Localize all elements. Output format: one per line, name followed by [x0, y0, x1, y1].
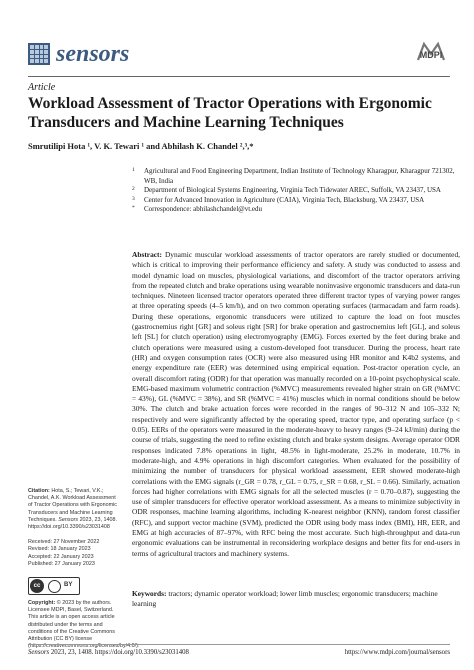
- affiliations: [132, 167, 462, 215]
- citation-text: Hota, S.; Tewari, V.K.; Chandel, A.K. Workload Assessment of Tractor Operations with Ergonomic Transducers and Machine Learning Techniques.: [28, 488, 117, 523]
- journal-logo: [28, 42, 129, 66]
- date-accepted: Accepted: 22 January 2023: [28, 553, 94, 560]
- attribution-person-icon: [48, 580, 61, 593]
- affiliation-2: 2 Department of Biological Systems Engineering, Virginia Tech Tidewater AREC, Suffolk, VA 23437, USA: [132, 186, 441, 195]
- affiliation-3: 3 Center for Advanced Innovation in Agriculture (CAIA), Virginia Tech, Blacksburg, VA 23437, USA: [132, 195, 425, 204]
- copyright-notice: [28, 600, 140, 650]
- keywords-text: tractors; dynamic operator workload; lower limb muscles; ergonomic transducers; machine learning: [132, 589, 438, 609]
- header-divider: [28, 76, 450, 77]
- keywords-label: Keywords:: [132, 589, 167, 598]
- footer-divider: [28, 644, 450, 645]
- article-title: Workload Assessment of Tractor Operations with Ergonomic Transducers and Machine Learning Techniques: [28, 95, 432, 131]
- citation-journal: Sensors: [58, 516, 79, 523]
- cc-by-license-badge[interactable]: [28, 577, 80, 595]
- license-by-label: BY: [64, 582, 73, 589]
- footer-doi-link[interactable]: 2023, 23, 1408. https://doi.org/10.3390/s23031408: [50, 649, 189, 656]
- correspondence[interactable]: * Correspondence: abhilashchandel@vt.edu: [132, 205, 263, 214]
- affiliation-1: 1 Agricultural and Food Engineering Department, Indian Institute of Technology Kharagpur, Kharagpur 721302, WB, India: [132, 167, 455, 185]
- creative-commons-icon: cc: [30, 579, 44, 593]
- date-published: Published: 27 January 2023: [28, 560, 95, 567]
- footer-journal: Sensors: [28, 649, 50, 656]
- article-type: Article: [28, 82, 56, 93]
- abstract: [132, 250, 460, 559]
- citation-label: Citation:: [28, 488, 50, 494]
- citation-doi-link[interactable]: 2023, 23, 1408. https://doi.org/10.3390/s23031408: [28, 516, 118, 531]
- date-revised: Revised: 18 January 2023: [28, 546, 91, 553]
- publisher-name: MDPI: [419, 50, 443, 60]
- article-sidebar: [28, 488, 140, 650]
- copyright-text: © 2023 by the authors. Licensee MDPI, Basel, Switzerland. This article is an open access article distributed under the terms and conditions of the Creative Commons Attribution (CC BY) license (https://creativecommons.org/licenses/by/4.0/).: [28, 600, 140, 650]
- abstract-label: Abstract:: [132, 250, 162, 259]
- abstract-text: Dynamic muscular workload assessments of tractor operators are rarely studied or documented, which is critical to improving their performance efficiency and safety. A study was conducted to assess and model dynamic load on muscles, physiological variations, and discomfort of the tractor operators arriving from the repeated clutch and brake operations using wearable noninvasive ergonomic transducers and data-run techniques. Nineteen licensed tractor operators operated three different tractor types of varying power ranges at three operating speeds (4–5 km/h), and on two common operating surfaces (tarmacadam and farm roads). During these operations, ergonomic transducers were utilized to capture the load on foot muscles (gastrocnemius right [GR] and soleus right [SR] for brake operation and gastrocnemius left [GL], and soleus left [SL] for clutch operation) using electromyography (EMG). Forces exerted by the feet during brake and clutch operations were measured using a custom-developed foot transducer. During the process, heart rate (HR) and oxygen consumption rates (OCR) were also measured using HR monitor and K4b2 systems, and energy expenditure rate (EER) was determined using empirical equation. Post-tractor operation cycle, an overall discomfort rating (ODR) for that operation was manually recorded on a 10-point psychophysical scale. EMG-based maximum volumetric contraction (%MVC) measurements revealed higher strain on GR (%MVC = 43%), GL (%MVC = 38%), and SR (%MVC = 41%) muscles which in normal conditions should be below 30%. The clutch and brake actuation forces were recorded in the ranges of 90–312 N and 105–332 N; respectively and were significantly affected by the operating speed, tractor type, and operating surface (p < 0.05). EERs of the operators were measured in the moderate-heavy to heavy ranges (9–24 kJ/min) during the course of trials, suggesting the need to refine existing clutch and brake system designs. Average operator ODR responses indicated 7.8% operations in light, 48.5% in light-moderate, 25.2% in moderate, 10.7% in moderate-high, and 4.9% operations in high discomfort categories. When evaluated for the possibility of minimizing the number of transducers for physical workload assessment, EER showed moderate-high correlations with the EMG signals (r_GR = 0.78, r_GL = 0.75, r_SR = 0.68, r_SL = 0.66). Similarly, actuation forces had higher correlations with EMG signals for all the selected muscles (r = 0.70–0.87), suggesting the use of simpler transducers for effective operator workload assessment. As a means to minimize subjectivity in ODR responses, machine learning algorithms, including K-nearest neighbor (KNN), random forest classifier (RFC), and support vector machine (SVM), predicted the ODR using body mass index (BMI), HR, EER, and EMG at high accuracies of 87–97%, with RFC being the most accurate. Such high-throughput and data-run ergonomic evaluations can be instrumental in reconsidering workplace designs and better fits for end-users in terms of agricultural tractors and machinery systems.: [132, 250, 460, 558]
- date-received: Received: 27 November 2022: [28, 539, 100, 546]
- footer-citation: [28, 649, 189, 656]
- keywords: [132, 589, 460, 610]
- copyright-label: Copyright:: [28, 600, 56, 607]
- journal-name: sensors: [56, 41, 130, 67]
- footer-journal-link[interactable]: https://www.mdpi.com/journal/sensors: [344, 649, 450, 656]
- citation: [28, 488, 120, 531]
- journal-mark-icon: [28, 43, 50, 65]
- author-list: Smrutilipi Hota ¹, V. K. Tewari ¹ and Abhilash K. Chandel ²,³,*: [28, 141, 254, 151]
